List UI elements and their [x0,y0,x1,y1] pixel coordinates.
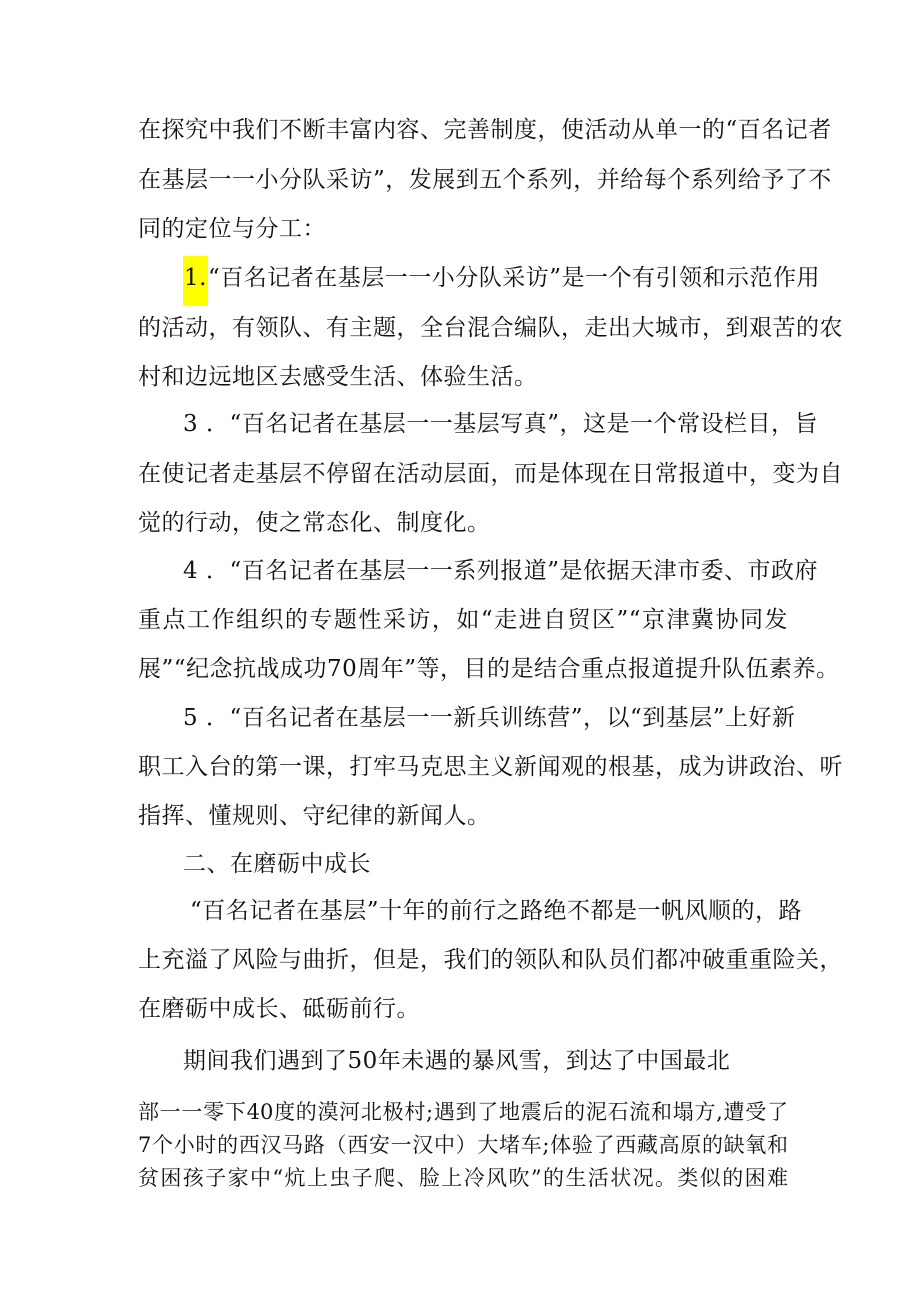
list-item-3-line: 3 ．“百名记者在基层一一基层写真”，这是一个常设栏目，旨 [183,411,818,437]
list-item-1-line [183,262,820,306]
paragraph-line: 村和边远地区去感受生活、体验生活。 [138,364,538,390]
paragraph-line: 贫困孩子家中“炕上虫子爬、脸上冷风吹”的生活状况。类似的困难 [138,1166,788,1190]
paragraph-line: 在磨砺中成长、砥砺前行。 [138,996,420,1022]
paragraph-line: 职工入台的第一课，打牢马克思主义新闻观的根基，成为讲政治、听 [138,754,843,780]
paragraph-line: 7个小时的西汉马路（西安一汉中）大堵车;体验了西藏高原的缺氧和 [138,1133,788,1157]
paragraph-line: 部一一零下40度的漠河北极村;遇到了地震后的泥石流和塌方,遭受了 [138,1100,788,1124]
list-item-1-text: “百名记者在基层一一小分队采访”是一个有引领和示范作用 [207,265,820,291]
paragraph-line: 的活动，有领队、有主题，全台混合编队，走出大城市，到艰苦的农 [138,315,843,341]
paragraph-line: 在使记者走基层不停留在活动层面，而是体现在日常报道中，变为自 [138,461,843,487]
paragraph-line: 期间我们遇到了50年未遇的暴风雪，到达了中国最北 [183,1048,731,1074]
list-item-5-line: 5 ．“百名记者在基层一一新兵训练营”，以“到基层”上好新 [183,705,796,731]
paragraph-line: 指挥、懂规则、守纪律的新闻人。 [138,803,491,829]
highlighted-item-number: 1. [183,256,208,306]
paragraph-line: “百名记者在基层”十年的前行之路绝不都是一帆风顺的，路 [190,898,803,924]
section-heading: 二、在磨砺中成长 [183,851,371,877]
paragraph-line: 重点工作组织的专题性采访，如“走进自贸区”“京津冀协同发 [138,607,788,633]
paragraph-line: 展”“纪念抗战成功70周年”等，目的是结合重点报道提升队伍素养。 [138,656,840,682]
list-item-4-line: 4 ．“百名记者在基层一一系列报道”是依据天津市委、市政府 [183,558,818,584]
paragraph-line: 在基层一一小分队采访”，发展到五个系列，并给每个系列给予了不 [138,167,832,193]
paragraph-line: 同的定位与分工： [138,216,326,242]
paragraph-line: 上充溢了风险与曲折，但是，我们的领队和队员们都冲破重重险关， [138,947,843,973]
paragraph-line: 觉的行动，使之常态化、制度化。 [138,510,491,536]
paragraph-line: 在探究中我们不断丰富内容、完善制度，使活动从单一的“百名记者 [138,117,832,143]
